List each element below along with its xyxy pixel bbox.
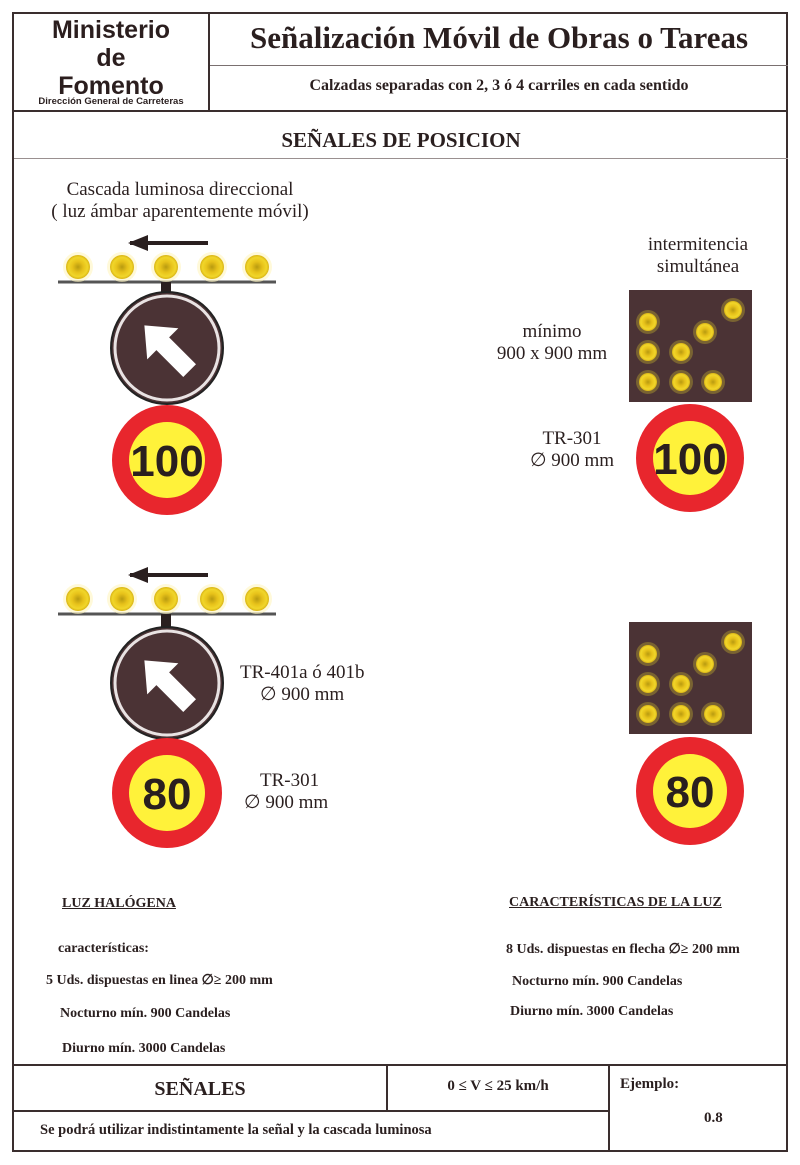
speed-sign-100-right — [636, 404, 744, 512]
lamp-icon — [63, 584, 93, 614]
diameter-icon: ∅ — [529, 450, 547, 471]
lamp-icon — [636, 642, 660, 666]
footer-top-line — [12, 1064, 788, 1066]
page-title: Señalización Móvil de Obras o Tareas — [249, 20, 749, 55]
arrow-size: 900 mm — [281, 684, 345, 705]
footer-divider-2 — [608, 1064, 610, 1152]
lamp-icon — [701, 370, 725, 394]
lamp-icon — [636, 310, 660, 334]
lamp-icon — [669, 672, 693, 696]
lamp-icon — [636, 702, 660, 726]
arrow-sign-bottom — [111, 627, 223, 739]
halogen-line-3: Diurno mín. 3000 Candelas — [62, 1041, 226, 1056]
flash-line-1: intermitencia — [647, 234, 749, 255]
arrow-code: TR-401a ó 401b — [240, 662, 365, 683]
lamp-icon — [63, 252, 93, 282]
flash-line-2: simultánea — [656, 256, 740, 277]
section-title: SEÑALES DE POSICION — [281, 128, 521, 152]
left-bottom-code: TR-301 — [260, 770, 320, 791]
lamp-icon — [669, 340, 693, 364]
speed-value: 100 — [130, 437, 204, 486]
lamp-icon — [242, 252, 272, 282]
lamp-icon — [693, 320, 717, 344]
left-bottom-size: 900 mm — [265, 792, 329, 813]
right-top-code: TR-301 — [542, 428, 602, 449]
footer-mid-line — [12, 1110, 610, 1112]
footer-note: Se podrá utilizar indistintamente la señal y la cascada luminosa — [40, 1122, 432, 1138]
min-line-1: mínimo — [522, 321, 582, 342]
lamp-icon — [151, 252, 181, 282]
org-line-1: Ministerio — [51, 16, 171, 44]
lamp-icon — [636, 370, 660, 394]
diameter-icon: ∅ — [260, 684, 277, 705]
arrow-sign-top — [111, 292, 223, 404]
lamp-icon — [721, 298, 745, 322]
speed-sign-100-left — [112, 405, 222, 515]
lamp-icon — [721, 630, 745, 654]
lamp-icon — [242, 584, 272, 614]
org-line-2: de — [96, 44, 126, 72]
speed-value: 100 — [653, 435, 727, 484]
footer-speed-range: 0 ≤ V ≤ 25 km/h — [447, 1078, 549, 1094]
light-chars-title: CARACTERÍSTICAS DE LA LUZ — [509, 895, 722, 910]
lamp-icon — [107, 252, 137, 282]
lamp-icon — [197, 252, 227, 282]
lamp-icon — [197, 584, 227, 614]
min-line-2: 900 x 900 mm — [496, 343, 608, 364]
light-chars-line-3: Diurno mín. 3000 Candelas — [510, 1004, 674, 1019]
footer-ejemplo-value: 0.8 — [704, 1110, 723, 1126]
light-chars-line-2: Nocturno mín. 900 Candelas — [512, 974, 683, 989]
lamp-icon — [669, 370, 693, 394]
speed-value: 80 — [665, 768, 715, 817]
lamp-icon — [107, 584, 137, 614]
org-line-3: Fomento — [58, 72, 164, 100]
halogen-label: características: — [58, 941, 149, 956]
cascade-line-2: ( luz ámbar aparentemente móvil) — [51, 201, 309, 222]
footer-senales: SEÑALES — [154, 1078, 246, 1100]
speed-sign-80-left — [112, 738, 222, 848]
lamp-icon — [701, 702, 725, 726]
org-subtitle: Dirección General de Carreteras — [38, 96, 184, 107]
lamp-icon — [669, 702, 693, 726]
right-top-size: 900 mm — [551, 450, 615, 471]
diameter-icon: ∅ — [244, 792, 261, 813]
lamp-icon — [636, 340, 660, 364]
lamp-icon — [151, 584, 181, 614]
speed-value: 80 — [142, 770, 192, 819]
halogen-line-2: Nocturno mín. 900 Candelas — [60, 1006, 231, 1021]
lamp-icon — [693, 652, 717, 676]
cascade-line-1: Cascada luminosa direccional — [66, 179, 294, 200]
cascade-top — [58, 235, 276, 296]
cascade-bottom — [58, 567, 276, 628]
page-subtitle: Calzadas separadas con 2, 3 ó 4 carriles en cada sentido — [309, 77, 689, 94]
footer-ejemplo-label: Ejemplo: — [620, 1076, 680, 1092]
speed-sign-80-right — [636, 737, 744, 845]
halogen-title: LUZ HALÓGENA — [62, 896, 176, 911]
lamp-icon — [636, 672, 660, 696]
light-chars-line-1: 8 Uds. dispuestas en flecha ∅≥ 200 mm — [506, 942, 740, 957]
halogen-line-1: 5 Uds. dispuestas en linea ∅≥ 200 mm — [46, 973, 273, 988]
